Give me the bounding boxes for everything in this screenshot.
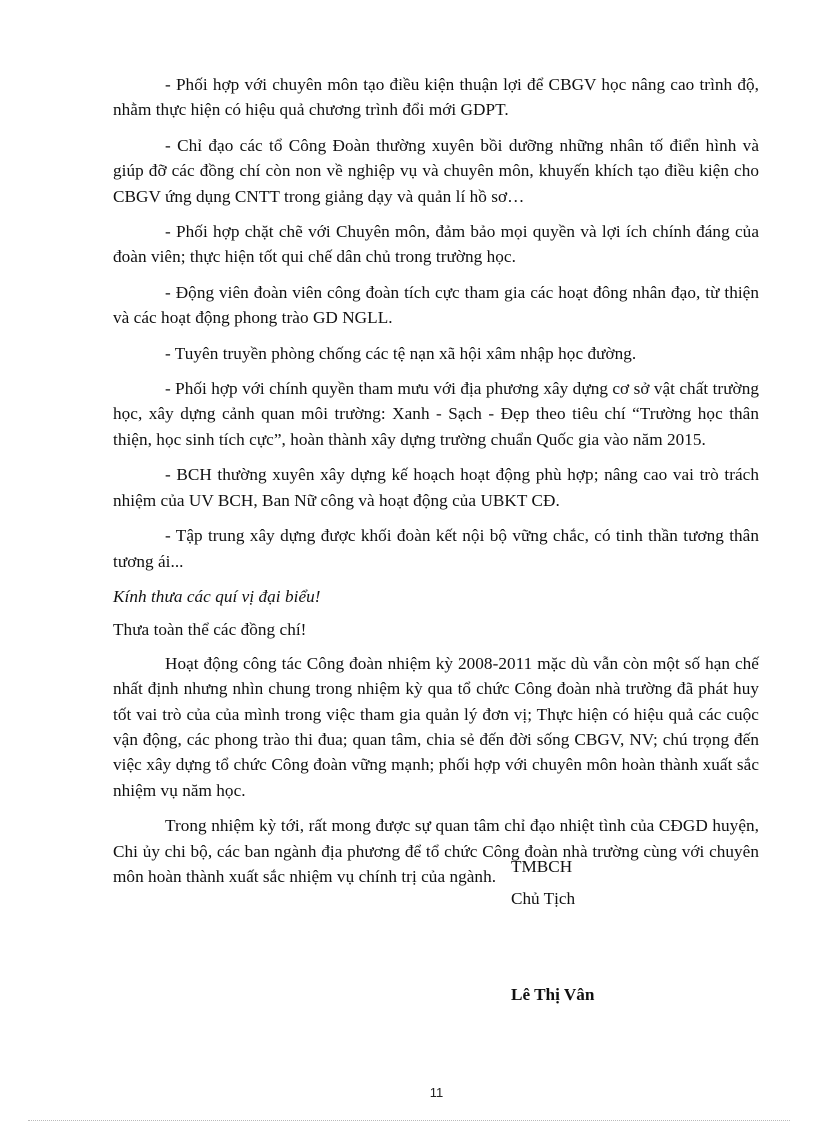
task-paragraph-1: - Phối hợp với chuyên môn tạo điều kiện thuận lợi để CBGV học nâng cao trình độ, nhằm thực hiện có hiệu quả chương trình đổi mới GDPT.	[113, 75, 759, 120]
signature-name: Lê Thị Vân	[511, 985, 595, 1004]
closing-paragraph: Trong nhiệm kỳ tới, rất mong được sự quan tâm chỉ đạo nhiệt tình của CĐGD huyện, Chi ủy chi bộ, các ban ngành địa phương để tổ chức Công đoàn nhà trường cùng với chuyên môn hoàn thành xuất sắc nhiệm vụ chính trị của ngành.	[113, 816, 759, 886]
task-paragraph-3: - Phối hợp chặt chẽ với Chuyên môn, đảm bảo mọi quyền và lợi ích chính đáng của đoàn viên; thực hiện tốt qui chế dân chủ trong trường học.	[113, 222, 759, 267]
task-paragraph-7: - BCH thường xuyên xây dựng kế hoạch hoạt động phù hợp; nâng cao vai trò trách nhiệm của UV BCH, Ban Nữ công và hoạt động của UBKT CĐ.	[113, 465, 759, 510]
signature-role: Chủ Tịch	[511, 889, 576, 908]
task-paragraph-4: - Động viên đoàn viên công đoàn tích cực tham gia các hoạt đông nhân đạo, từ thiện và các hoạt động phong trào GD NGLL.	[113, 282, 759, 328]
task-paragraph-2: - Chỉ đạo các tổ Công Đoàn thường xuyên bồi dưỡng những nhân tố điển hình và giúp đỡ các đồng chí còn non về nghiệp vụ và chuyên môn, khuyến khích tạo điều kiện cho CBGV ứng dụng CNTT trong giảng dạy và quản lí hồ sơ…	[113, 135, 759, 206]
greeting-guests: Kính thưa các quí vị đại biểu!	[113, 586, 321, 606]
greeting-comrades: Thưa toàn thể các đồng chí!	[113, 620, 307, 640]
signature-title: TMBCH	[511, 857, 573, 876]
document-body	[113, 72, 759, 899]
footer-divider	[28, 1120, 790, 1121]
page-number: 11	[429, 1085, 444, 1100]
summary-paragraph: Hoạt động công tác Công đoàn nhiệm kỳ 2008-2011 mặc dù vẫn còn một số hạn chế nhất định nhưng nhìn chung trong nhiệm kỳ qua tổ chức Công đoàn nhà trường đã phát huy tốt vai trò của của mình trong việc tham gia quản lý đơn vị; Thực hiện có hiệu quả các cuộc vận động, các phong trào thi đua; quan tâm, chia sẻ đến đời sống CBGV, NV; chú trọng đến việc xây dựng tổ chức Công đoàn vững mạnh; phối hợp với chuyên môn hoàn thành xuất sắc nhiệm vụ năm học.	[113, 653, 759, 800]
task-paragraph-6: - Phối hợp với chính quyền tham mưu với địa phương xây dựng cơ sở vật chất trường học, xây dựng cảnh quan môi trường: Xanh - Sạch - Đẹp theo tiêu chí “Trường học thân thiện, học sinh tích cực”, hoàn thành xây dựng trường chuẩn Quốc gia vào năm 2015.	[113, 379, 759, 449]
task-paragraph-5: - Tuyên truyền phòng chống các tệ nạn xã hội xâm nhập học đường.	[165, 343, 637, 363]
task-paragraph-8: - Tập trung xây dựng được khối đoàn kết nội bộ vững chắc, có tinh thần tương thân tương ái...	[113, 526, 759, 571]
